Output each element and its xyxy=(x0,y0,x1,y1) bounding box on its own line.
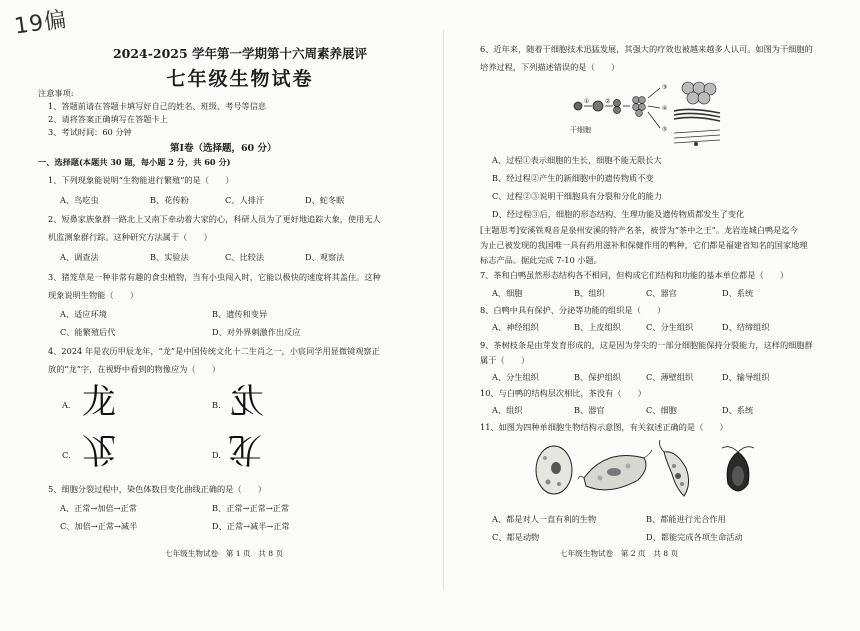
q2-option-b: B、实验法 xyxy=(150,252,189,262)
q5-option-d: D、正常→减半→正常 xyxy=(212,521,290,531)
q3-option-c: C、能繁殖后代 xyxy=(60,327,116,337)
q10-option-b: B、器官 xyxy=(574,405,605,415)
q4-glyph-c: 龙 xyxy=(82,429,116,469)
q11-option-b: B、都能进行光合作用 xyxy=(646,514,726,524)
q10-option-c: C、细胞 xyxy=(646,405,677,415)
q5-stem: 5、细胞分裂过程中，染色体数目变化曲线正确的是（ ） xyxy=(48,484,267,494)
q7-option-c: C、器官 xyxy=(646,288,677,298)
q9-option-a: A、分生组织 xyxy=(492,372,539,382)
q4-glyph-d: 龙 xyxy=(228,429,262,469)
process-1: ① xyxy=(584,98,590,105)
q9-option-b: B、保护组织 xyxy=(574,372,621,382)
handwritten-note: 19偏 xyxy=(12,7,69,40)
q11-option-d: D、都能完成各项生命活动 xyxy=(646,532,743,542)
q3-stem-cont: 现象说明生物能（ ） xyxy=(48,290,139,300)
q11-stem: 11、如图为四种单细胞生物结构示意图，有关叙述正确的是（ ） xyxy=(480,422,728,432)
section-heading: 一、选择题(本题共 30 题，每小题 2 分，共 60 分) xyxy=(38,157,231,167)
stem-cell-label: 干细胞 xyxy=(570,126,591,134)
q11-option-a: A、都是对人一直有利的生物 xyxy=(492,514,597,524)
q7-stem: 7、茶和白鸭虽然形态结构各不相同，但构成它们结构和功能的基本单位都是（ ） xyxy=(480,270,789,280)
theme-line-1: [主题思考]安溪铁观音是泉州安溪的特产名茶，被誉为“茶中之王”。龙岩连城白鸭是迄今 xyxy=(480,225,798,235)
process-2: ② xyxy=(605,98,611,105)
q3-option-a: A、适应环境 xyxy=(60,309,107,319)
q4-stem: 4、2024 年是农历甲辰龙年，“龙”是中国传统文化十二生肖之一，小宸同学用显微镜观察正 xyxy=(48,346,380,356)
q8-option-a: A、神经组织 xyxy=(492,322,539,332)
process-3: ③ xyxy=(662,84,668,91)
q2-stem: 2、短鼻家族象群一路北上又南下牵动着大家的心，科研人员为了更好地追踪大象，使用无人 xyxy=(48,214,381,224)
note-1: 1、答题前请在答题卡填写好自己的姓名、班级、考号等信息 xyxy=(48,101,267,111)
q1-option-d: D、蛇冬眠 xyxy=(305,195,345,205)
q10-option-a: A、组织 xyxy=(492,405,523,415)
q4-label-a: A. xyxy=(62,400,71,410)
q1-option-a: A、鸟吃虫 xyxy=(60,195,99,205)
stem-cell-diagram xyxy=(570,78,730,160)
q4-label-d: D. xyxy=(212,450,221,460)
q8-option-b: B、上皮组织 xyxy=(574,322,621,332)
q6-option-c: C、过程②③说明干细胞具有分裂和分化的能力 xyxy=(492,191,663,201)
chlamydomonas-icon xyxy=(722,447,754,491)
q7-option-b: B、组织 xyxy=(574,288,605,298)
page-2 xyxy=(446,0,860,631)
theme-line-2: 为止已被发现的我国唯一具有药用滋补和保健作用的鸭种，它们都是福建省知名的国家地理 xyxy=(480,240,808,250)
exam-series-title: 2024-2025 学年第一学期第十六周素养展评 xyxy=(112,46,368,61)
process-4: ④ xyxy=(662,105,668,112)
q6-option-a: A、过程①表示细胞的生长，细胞不能无限长大 xyxy=(492,155,662,165)
q4-label-b: B. xyxy=(212,400,221,410)
q3-stem: 3、猪笼草是一种非常有趣的食虫植物，当有小虫闯入时，它能以极快的速度将其盖住。这种 xyxy=(48,272,381,282)
q8-option-c: C、分生组织 xyxy=(646,322,694,332)
q2-stem-cont: 机监测象群行踪。这种研究方法属于（ ） xyxy=(48,232,212,242)
q3-option-b: B、遗传和变异 xyxy=(212,309,268,319)
page-1-footer: 七年级生物试卷 第 1 页 共 8 页 xyxy=(165,549,284,558)
q6-option-d: D、经过程③后，细胞的形态结构、生理功能及遗传物质都发生了变化 xyxy=(492,209,745,219)
q1-option-c: C、人排汗 xyxy=(225,195,265,205)
single-cell-organisms-figure xyxy=(526,438,766,503)
q8-option-d: D、结缔组织 xyxy=(722,322,770,332)
q2-option-d: D、观察法 xyxy=(305,252,345,262)
process-5: ⑤ xyxy=(662,126,668,133)
q9-stem-cont: 属于（ ） xyxy=(480,355,530,365)
paramecium-icon xyxy=(578,450,652,490)
notes-heading: 注意事项: xyxy=(38,88,74,98)
q5-option-a: A、正常→加倍→正常 xyxy=(60,503,137,513)
q9-option-c: C、薄壁组织 xyxy=(646,372,694,382)
q5-option-c: C、加倍→正常→减半 xyxy=(60,521,138,531)
q4-stem-cont: 放的“龙”字，在视野中看到的物像应为（ ） xyxy=(48,364,221,374)
exam-title: 七年级生物试卷 xyxy=(166,68,314,90)
q9-stem: 9、茶树枝条是由芽发育形成的，这是因为芽尖的一部分细胞能保持分裂能力，这样的细胞群 xyxy=(480,340,813,350)
theme-line-3: 标志产品。据此完成 7-10 小题。 xyxy=(480,255,602,265)
q7-option-d: D、系统 xyxy=(722,288,754,298)
q9-option-d: D、输导组织 xyxy=(722,372,770,382)
q10-stem: 10、与白鸭的结构层次相比，茶没有（ ） xyxy=(480,388,646,398)
yeast-cell-icon xyxy=(536,446,572,494)
q3-option-d: D、对外界刺激作出反应 xyxy=(212,327,301,337)
page-2-footer: 七年级生物试卷 第 2 页 共 8 页 xyxy=(560,549,679,558)
euglena-icon xyxy=(660,440,689,496)
q1-stem: 1、下列现象能说明“生物能进行繁殖”的是（ ） xyxy=(48,175,234,185)
q4-glyph-b: 龙 xyxy=(230,382,264,422)
q11-option-c: C、都是动物 xyxy=(492,532,540,542)
q7-option-a: A、细胞 xyxy=(492,288,523,298)
q2-option-a: A、调查法 xyxy=(60,252,99,262)
q4-glyph-a: 龙 xyxy=(82,382,116,422)
note-2: 2、请将答案正确填写在答题卡上 xyxy=(48,114,168,124)
q1-option-b: B、花传粉 xyxy=(150,195,189,205)
note-3: 3、考试时间：60 分钟 xyxy=(48,127,132,137)
page-divider xyxy=(443,30,444,590)
q6-stem-cont: 培养过程，下列描述错误的是（ ） xyxy=(480,62,620,72)
part-title: 第Ⅰ卷（选择题，60 分） xyxy=(170,143,277,154)
q6-stem: 6、近年来，随着干细胞技术迅猛发展，其强大的疗效也被越来越多人认可。如图为干细胞的 xyxy=(480,44,813,54)
q10-option-d: D、系统 xyxy=(722,405,754,415)
q2-option-c: C、比较法 xyxy=(225,252,265,262)
q6-option-b: B、经过程②产生的新细胞中的遗传物质不变 xyxy=(492,173,654,183)
q5-option-b: B、正常→正常→正常 xyxy=(212,503,290,513)
q8-stem: 8、白鸭中具有保护、分泌等功能的组织是（ ） xyxy=(480,305,666,315)
q4-label-c: C. xyxy=(62,450,71,460)
